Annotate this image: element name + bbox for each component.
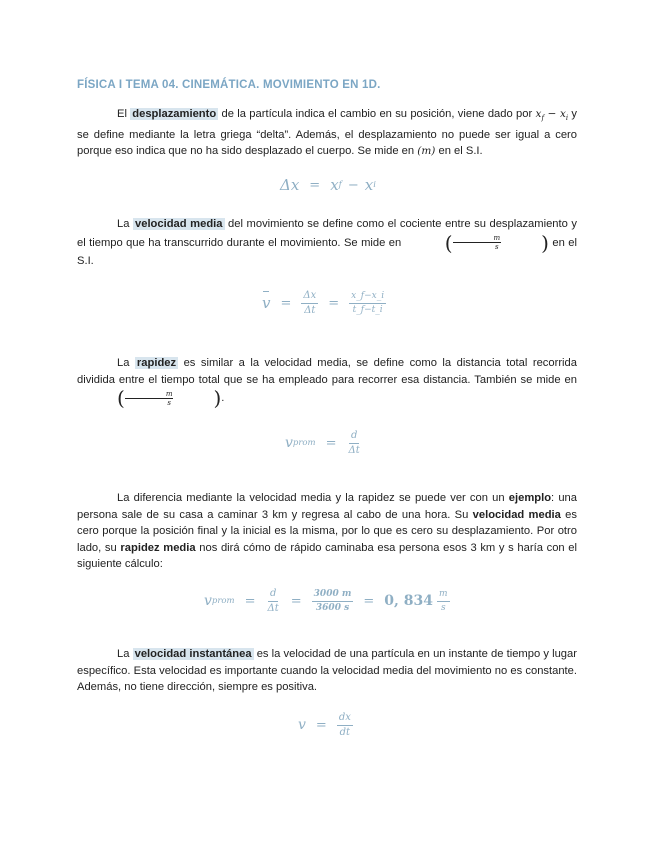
unit-m-per-s: ( m s ): [117, 386, 222, 410]
highlight-velocidad-media: velocidad media: [135, 218, 223, 230]
paragraph-velocidad-instantanea: La velocidad instantánea es la velocidad de una partícula en un instante de tiempo y lugar específico. Esta velocidad es importante cuando la velocidad media del movimiento no es constante. Además, no tiene dirección, siempre es positiva.: [77, 648, 577, 693]
equation-instantaneous-velocity: v = $\frac{dx}{dt}$: [298, 712, 351, 738]
unit-m-per-s: ( m s ): [444, 230, 549, 255]
highlight-desplazamiento: desplazamiento: [132, 108, 217, 120]
paragraph-desplazamiento: El desplazamiento de la partícula indica el cambio en su posición, viene dado por $x_f - x_i$ y se define mediante la letra griega “delta”. Además, el desplazamiento no puede ser igual a cero porque eso indica que no ha sido desplazado el cuerpo. Se mide en (m) en el S.I.: [77, 108, 578, 157]
paragraph-rapidez: La rapidez es similar a la velocidad media, se define como la distancia total recorrida dividida entre el tiempo total que se ha empleado para recorrer esa distancia. También se mide en ( m s ) .: [77, 357, 577, 410]
highlight-rapidez: rapidez: [136, 357, 177, 369]
equation-displacement: Δx = x f − x i: [280, 176, 376, 194]
paragraph-ejemplo: La diferencia mediante la velocidad media y la rapidez se puede ver con un ejemplo: una persona sale de su casa a caminar 3 km y regresa al cabo de una hora. Su velocidad media es cero porque la posición final y la inicial es la misma, por lo que es cero su desplazamiento. Por otro lado, su rapidez media nos dirá cómo de rápido caminaba esa persona esos 3 km y s haría con el siguiente cálculo:: [77, 492, 578, 570]
equation-average-velocity: v = $\frac{\Delta x}{\Delta t}$ = $\frac{x\_f-x\_i}{t\_f-t\_i}$: [262, 290, 385, 316]
document-title: FÍSICA I TEMA 04. CINEMÁTICA. MOVIMIENTO EN 1D.: [77, 79, 381, 91]
paragraph-velocidad-media: La velocidad media del movimiento se define como el cociente entre su desplazamiento y el tiempo que ha transcurrido durante el movimiento. Se mide en ( m s ) en el S.I.: [77, 218, 577, 267]
equation-example-calculation: v prom = $\frac{d}{\Delta t}$ = $\frac{3000 m}{3600 s}$ = 0, 834 $\frac{m}{s}$: [204, 588, 448, 614]
highlight-velocidad-instantanea: velocidad instantánea: [134, 648, 252, 660]
equation-speed: v prom = $\frac{d}{\Delta t}$: [285, 430, 360, 456]
